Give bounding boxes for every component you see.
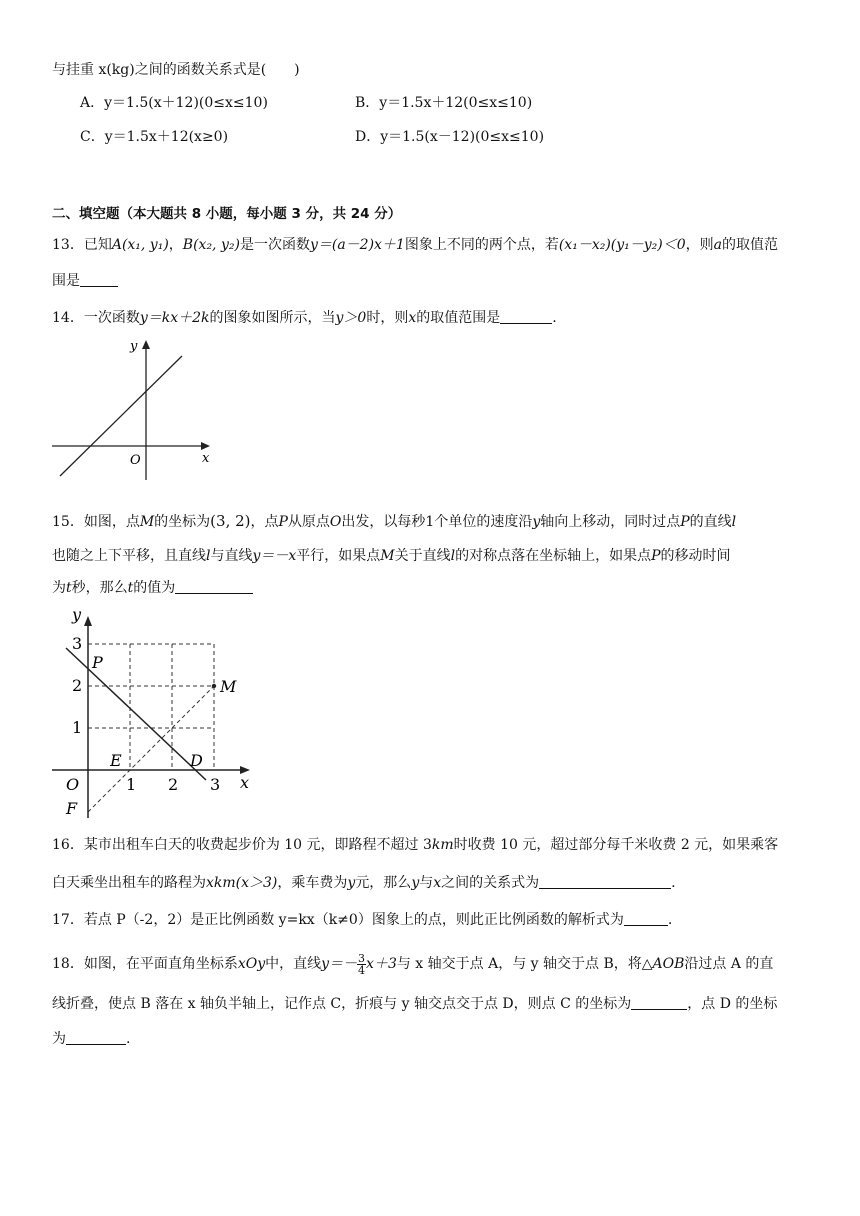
q15-answer-blank[interactable] <box>175 579 253 594</box>
q14-graph <box>50 336 220 486</box>
q12-option-a[interactable]: A．y＝1.5(x＋12)(0≤x≤10) <box>80 95 268 111</box>
q16-line1: 16．某市出租车白天的收费起步价为 10 元，即路程不超过 3km时收费 10 元，超过部分每千米收费 2 元，如果乘客 <box>52 837 779 853</box>
q13-line1: 13．已知A(x₁, y₁)，B(x₂, y₂)是一次函数y＝(a－2)x＋1图象上不同的两个点，若(x₁－x₂)(y₁－y₂)＜0，则a的取值范 <box>52 237 779 253</box>
q15-y-label: y <box>72 605 82 624</box>
q14-origin-label: O <box>130 453 141 468</box>
q13-line2: 围是 <box>52 271 118 291</box>
q15-line1: 15．如图，点M的坐标为(3, 2)，点P从原点O出发，以每秒1个单位的速度沿y轴向上移动，同时过点P的直线l <box>52 512 737 530</box>
q15-y-arrow <box>84 616 92 626</box>
q12-option-c[interactable]: C．y＝1.5x＋12(x≥0) <box>80 129 229 145</box>
q16-line2: 白天乘坐出租车的路程为xkm(x＞3)，乘车费为y元，那么y与x之间的关系式为 . <box>52 875 676 891</box>
q14-y-arrow <box>142 340 150 349</box>
q15-dashed-fm <box>88 686 214 812</box>
q15-line-l <box>66 648 206 780</box>
q14-function-line <box>60 356 182 476</box>
q15-line3: 为t秒，那么t的值为 <box>52 578 253 598</box>
q15-x-label: x <box>240 773 250 792</box>
q14-x-label: x <box>202 451 210 466</box>
q18-line2: 线折叠，使点 B 落在 x 轴负半轴上，记作点 C，折痕与 y 轴交点交于点 D，则点 C 的坐标为 ，点 D 的坐标 <box>52 996 778 1012</box>
q14-line: 14．一次函数y＝kx＋2k的图象如图所示，当y＞0时，则x的取值范围是 . <box>52 310 557 326</box>
q14-y-label: y <box>130 339 138 354</box>
q12-option-b[interactable]: B．y＝1.5x＋12(0≤x≤10) <box>355 95 533 111</box>
q15-label-e: E <box>110 751 122 770</box>
q15-xtick-2: 2 <box>168 775 179 794</box>
q18-fraction: $\frac{3}{4}$ <box>358 951 366 977</box>
q13-answer-blank[interactable] <box>80 272 118 287</box>
q15-ytick-2: 2 <box>72 676 83 695</box>
q12-option-d[interactable]: D．y＝1.5(x－12)(0≤x≤10) <box>355 129 545 145</box>
q12-stem: 与挂重 x(kg)之间的函数关系式是( ) <box>52 62 300 78</box>
q15-origin-label: O <box>66 775 80 794</box>
q18-answer-blank-c[interactable] <box>631 995 687 1010</box>
q15-xtick-1: 1 <box>126 775 137 794</box>
q15-label-p: P <box>92 653 103 672</box>
q14-answer-blank[interactable] <box>500 309 552 324</box>
q17-line: 17．若点 P（-2，2）是正比例函数 y=kx（k≠0）图象上的点，则此正比例函数的解析式为 . <box>52 912 673 928</box>
q15-label-m: M <box>220 677 237 696</box>
q15-label-f: F <box>66 799 78 818</box>
q16-answer-blank[interactable] <box>539 874 671 889</box>
q18-answer-blank-d[interactable] <box>66 1030 126 1045</box>
q15-ytick-1: 1 <box>72 718 83 737</box>
q15-graph <box>50 600 270 825</box>
q14-x-arrow <box>201 442 210 450</box>
q15-xtick-3: 3 <box>210 775 221 794</box>
q18-line1: 18．如图，在平面直角坐标系xOy中，直线y＝－ $\frac{3}{4}$ x＋3与 x 轴交于点 A，与 y 轴交于点 B，将△AOB沿过点 A 的直 <box>52 951 774 977</box>
q18-line3: 为 . <box>52 1031 131 1047</box>
q15-line2: 也随之上下平移，且直线l与直线y＝－x平行，如果点M关于直线l的对称点落在坐标轴上，如果点P的移动时间 <box>52 548 731 564</box>
section-heading: 二、填空题（本大题共 8 小题，每小题 3 分，共 24 分） <box>52 206 402 222</box>
q15-ytick-3: 3 <box>72 634 83 653</box>
q17-answer-blank[interactable] <box>624 911 668 926</box>
q15-label-d: D <box>190 751 203 770</box>
q15-point-m <box>212 684 216 688</box>
